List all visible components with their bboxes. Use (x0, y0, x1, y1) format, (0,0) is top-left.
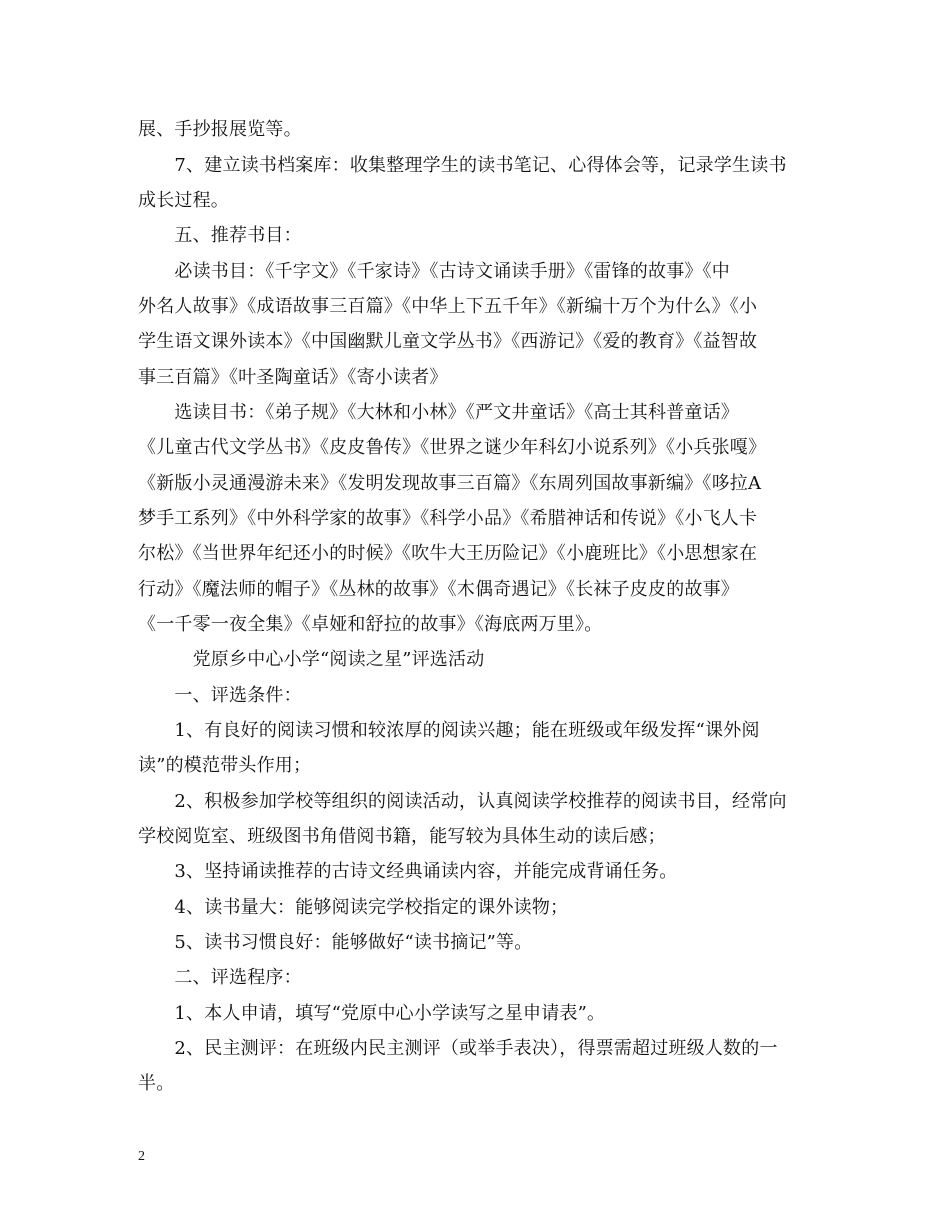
text-line: 展、手抄报展览等。 (138, 119, 302, 140)
text-line: 成长过程。 (138, 190, 229, 211)
text-line: 学校阅览室、班级图书角借阅书籍，能写较为具体生动的读后感； (138, 826, 666, 847)
text-line: 尔松》《当世界年纪还小的时候》《吹牛大王历险记》《小鹿班比》《小思想家在 (138, 543, 758, 564)
text-line: 选读目书：《弟子规》《大林和小林》《严文井童话》《高士其科普童话》 (138, 402, 739, 423)
text-line: 必读书目：《千字文》《千家诗》《古诗文诵读手册》《雷锋的故事》《中 (138, 261, 730, 282)
text-line: 《新版小灵通漫游未来》《发明发现故事三百篇》《东周列国故事新编》《哆拉A (138, 473, 762, 494)
section-heading-procedure: 二、评选程序： (138, 967, 302, 988)
page-number: 2 (138, 1149, 145, 1164)
text-line: 行动》《魔法师的帽子》《丛林的故事》《木偶奇遇记》《长袜子皮皮的故事》 (138, 579, 739, 600)
text-line: 7、建立读书档案库：收集整理学生的读书笔记、心得体会等，记录学生读书 (138, 155, 787, 176)
text-line: 事三百篇》《叶圣陶童话》《寄小读者》 (138, 367, 448, 388)
text-line: 《儿童古代文学丛书》《皮皮鲁传》《世界之谜少年科幻小说系列》《小兵张嘎》 (138, 437, 767, 458)
activity-title: 党原乡中心小学“阅读之星”评选活动 (138, 649, 485, 670)
text-line: 5、读书习惯良好：能够做好“读书摘记”等。 (138, 932, 533, 953)
text-line: 学生语文课外读本》《中国幽默儿童文学丛书》《西游记》《爱的教育》《益智故 (138, 331, 758, 352)
text-line: 2、积极参加学校等组织的阅读活动，认真阅读学校推荐的阅读书目，经常向 (138, 791, 787, 812)
text-line: 半。 (138, 1073, 175, 1094)
text-line: 1、本人申请，填写“党原中心小学读写之星申请表”。 (138, 1003, 606, 1024)
section-heading-criteria: 一、评选条件： (138, 685, 302, 706)
section-heading-recommended-books: 五、推荐书目： (138, 225, 302, 246)
text-line: 外名人故事》《成语故事三百篇》《中华上下五千年》《新编十万个为什么》《小 (138, 296, 758, 317)
text-line: 读”的模范带头作用； (138, 755, 312, 776)
text-line: 《一千零一夜全集》《卓娅和舒拉的故事》《海底两万里》。 (138, 614, 603, 635)
text-line: 2、民主测评：在班级内民主测评（或举手表决），得票需超过班级人数的一 (138, 1038, 778, 1059)
text-line: 1、有良好的阅读习惯和较浓厚的阅读兴趣；能在班级或年级发挥“课外阅 (138, 720, 760, 741)
text-line: 3、坚持诵读推荐的古诗文经典诵读内容，并能完成背诵任务。 (138, 861, 678, 882)
text-line: 4、读书量大：能够阅读完学校指定的课外读物； (138, 897, 569, 918)
text-line: 梦手工系列》《中外科学家的故事》《科学小品》《希腊神话和传说》《小飞人卡 (138, 508, 758, 529)
